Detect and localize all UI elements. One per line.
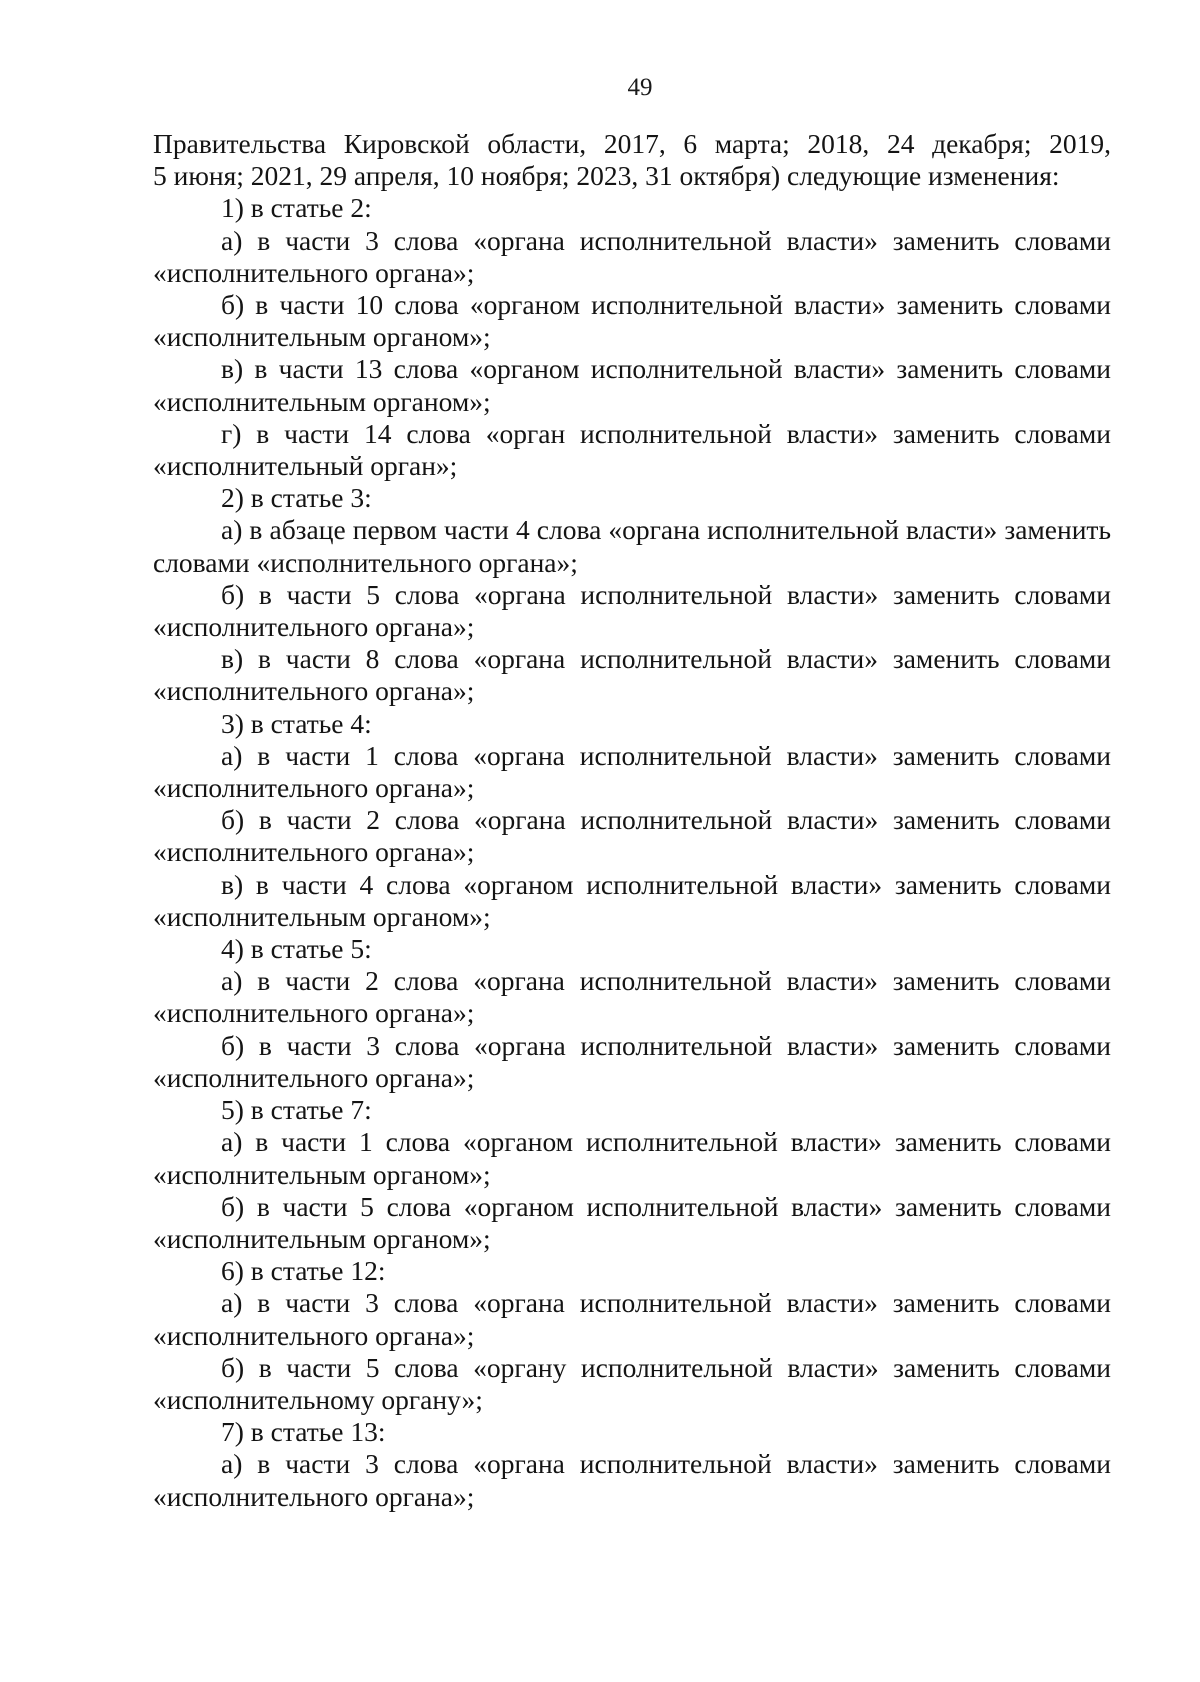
body-paragraph: а) в абзаце первом части 4 слова «органа исполнительной власти» заменить словами «исполнительного органа»; bbox=[153, 514, 1111, 578]
body-paragraph: а) в части 2 слова «органа исполнительной власти» заменить словами «исполнительного органа»; bbox=[153, 965, 1111, 1029]
body-paragraph: б) в части 10 слова «органом исполнительной власти» заменить словами «исполнительным органом»; bbox=[153, 289, 1111, 353]
body-paragraph: 2) в статье 3: bbox=[221, 482, 372, 514]
body-paragraph: 5) в статье 7: bbox=[221, 1094, 372, 1126]
body-paragraph: б) в части 3 слова «органа исполнительной власти» заменить словами «исполнительного органа»; bbox=[153, 1029, 1111, 1093]
body-paragraph: б) в части 5 слова «органу исполнительной власти» заменить словами «исполнительному органу»; bbox=[153, 1351, 1111, 1415]
body-paragraph: 3) в статье 4: bbox=[221, 707, 372, 739]
body-paragraph: а) в части 3 слова «органа исполнительной власти» заменить словами «исполнительного органа»; bbox=[153, 1448, 1111, 1512]
body-paragraph: а) в части 1 слова «органом исполнительной власти» заменить словами «исполнительным органом»; bbox=[153, 1126, 1111, 1190]
body-paragraph: б) в части 2 слова «органа исполнительной власти» заменить словами «исполнительного органа»; bbox=[153, 804, 1111, 868]
body-paragraph: а) в части 3 слова «органа исполнительной власти» заменить словами «исполнительного органа»; bbox=[153, 224, 1111, 288]
body-paragraph: а) в части 3 слова «органа исполнительной власти» заменить словами «исполнительного органа»; bbox=[153, 1287, 1111, 1351]
body-paragraph: в) в части 8 слова «органа исполнительной власти» заменить словами «исполнительного органа»; bbox=[153, 643, 1111, 707]
page-number: 49 bbox=[627, 74, 653, 101]
body-paragraph: а) в части 1 слова «органа исполнительной власти» заменить словами «исполнительного органа»; bbox=[153, 739, 1111, 804]
body-paragraph: 1) в статье 2: bbox=[221, 192, 372, 224]
body-paragraph: б) в части 5 слова «органа исполнительной власти» заменить словами «исполнительного органа»; bbox=[153, 578, 1111, 643]
body-paragraph: г) в части 14 слова «орган исполнительной власти» заменить словами «исполнительный орган»; bbox=[153, 417, 1111, 482]
body-paragraph: Правительства Кировской области, 2017, 6 марта; 2018, 24 декабря; 2019, bbox=[153, 128, 1111, 159]
body-paragraph: 7) в статье 13: bbox=[221, 1416, 386, 1448]
body-paragraph: б) в части 5 слова «органом исполнительной власти» заменить словами «исполнительным органом»; bbox=[153, 1190, 1111, 1254]
body-paragraph: в) в части 4 слова «органом исполнительной власти» заменить словами «исполнительным органом»; bbox=[153, 868, 1111, 932]
document-body bbox=[153, 128, 1111, 1513]
body-paragraph: 5 июня; 2021, 29 апреля, 10 ноября; 2023, 31 октября) следующие изменения: bbox=[153, 160, 1060, 192]
body-paragraph: 6) в статье 12: bbox=[221, 1255, 386, 1287]
body-paragraph: 4) в статье 5: bbox=[221, 933, 372, 965]
body-paragraph: в) в части 13 слова «органом исполнительной власти» заменить словами «исполнительным органом»; bbox=[153, 353, 1111, 417]
